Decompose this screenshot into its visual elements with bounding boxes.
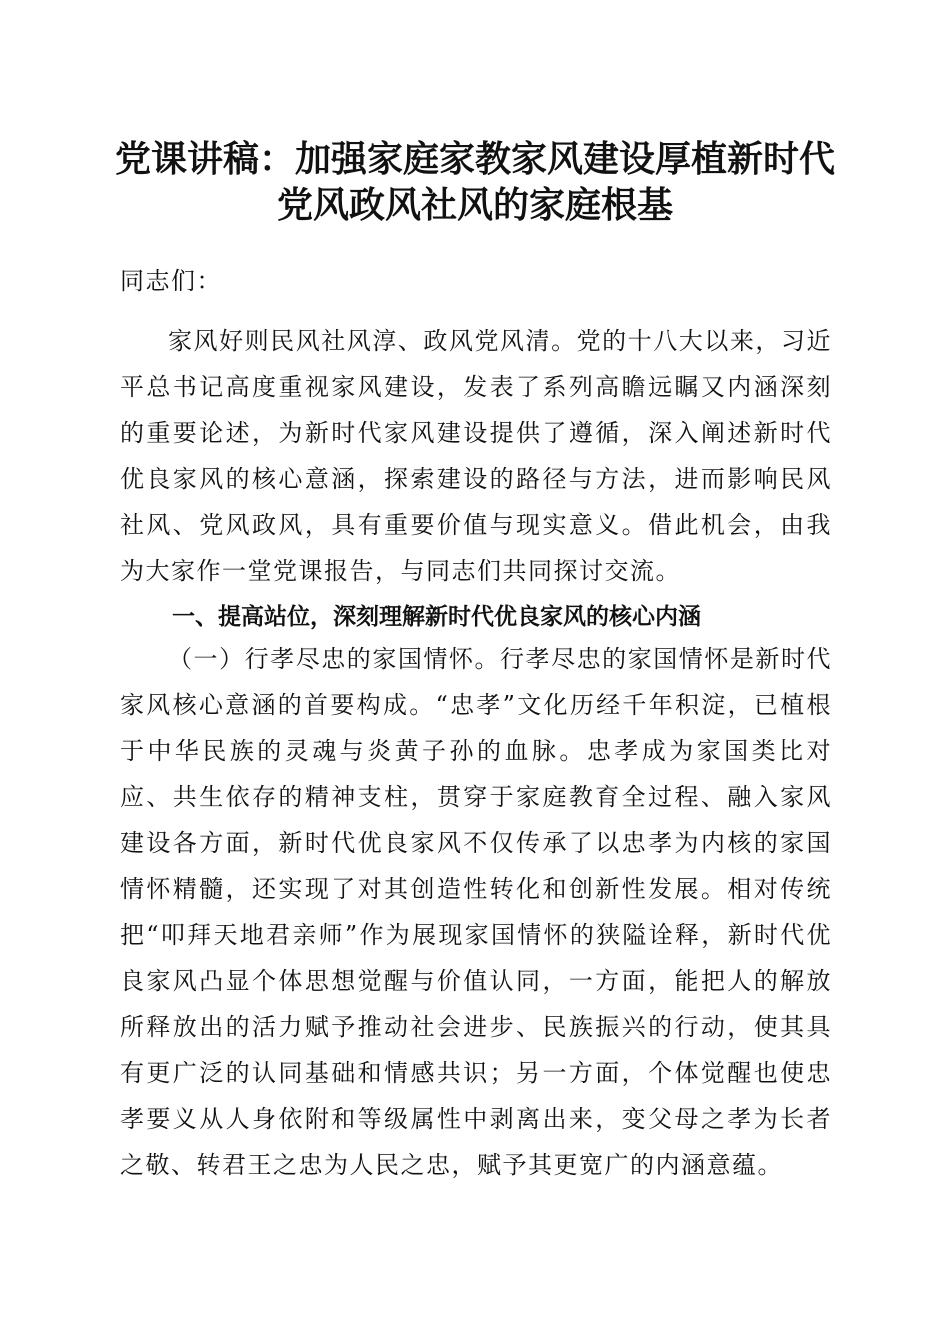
document-title-line-1: 党课讲稿：加强家庭家教家风建设厚植新时代: [114, 138, 835, 180]
section-heading-1: 一、提高站位，深刻理解新时代优良家风的核心内涵: [172, 604, 701, 630]
subsection-paragraph-1: （一）行孝尽忠的家国情怀。行孝尽忠的家国情怀是新时代家风核心意涵的首要构成。“忠孝”文化历经千年积淀，已植根于中华民族的灵魂与炎黄子孙的血脉。忠孝成为家国类比对应、共生依存的精神支柱，贯穿于家庭教育全过程、融入家风建设各方面，新时代优良家风不仅传承了以忠孝为内核的家国情怀精髓，还实现了对其创造性转化和创新性发展。相对传统把“叩拜天地君亲师”作为展现家国情怀的狭隘诠释，新时代优良家风凸显个体思想觉醒与价值认同，一方面，能把人的解放所释放出的活力赋予推动社会进步、民族振兴的行动，使其具有更广泛的认同基础和情感共识；另一方面，个体觉醒也使忠孝要义从人身依附和等级属性中剥离出来，变父母之孝为长者之敬、转君王之忠为人民之忠，赋予其更宽广的内涵意蕴。: [120, 645, 832, 1179]
document-title-line-2: 党风政风社风的家庭根基: [276, 184, 673, 226]
salutation: 同志们：: [120, 267, 222, 295]
intro-paragraph: 家风好则民风社风淳、政风党风清。党的十八大以来，习近平总书记高度重视家风建设，发表了系列高瞻远瞩又内涵深刻的重要论述，为新时代家风建设提供了遵循，深入阐述新时代优良家风的核心意涵，探索建设的路径与方法，进而影响民风社风、党风政风，具有重要价值与现实意义。借此机会，由我为大家作一堂党课报告，与同志们共同探讨交流。: [120, 327, 832, 585]
